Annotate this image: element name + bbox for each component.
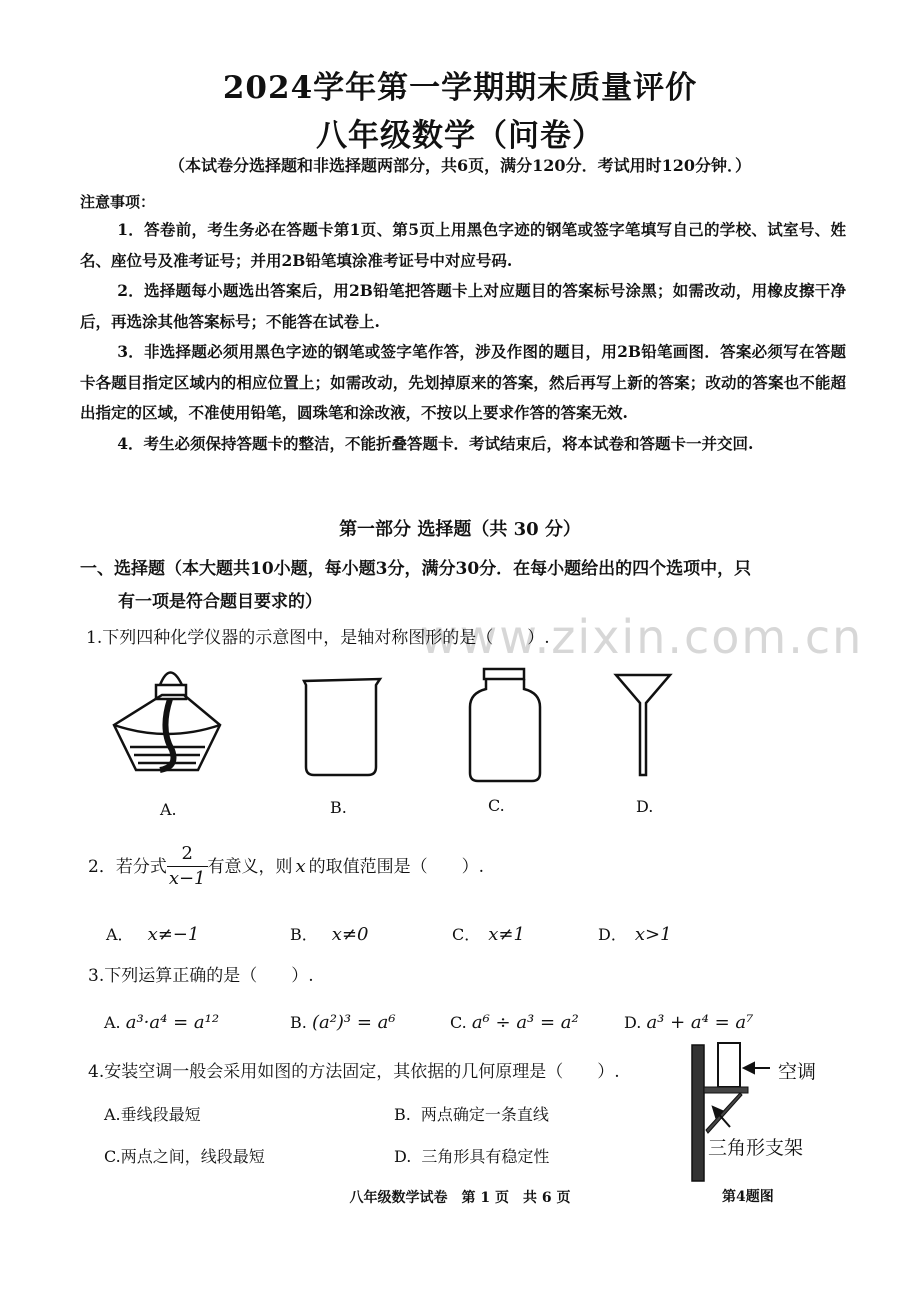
q4-option-d: D. 三角形具有稳定性 [394,1147,550,1166]
beaker-icon [304,679,380,775]
funnel-icon [616,675,670,775]
q1-figures [100,655,860,785]
q3-option-c: C. a⁶ ÷ a³ = a² [450,1012,579,1033]
q2-prefix: 2．若分式 [88,856,167,877]
q2-middle: 有意义，则 [207,856,293,877]
section-instr-line1: 一、选择题（本大题共10小题，每小题3分，满分30分．在每小题给出的四个选项中，只 [80,559,752,579]
q1-option-a: A. [160,800,177,819]
triangle-bracket-icon [704,1087,748,1133]
q2-numerator: 2 [181,843,193,864]
q3-option-b: B. (a²)³ = a⁶ [290,1012,396,1033]
section-title: 第一部分 选择题（共 30 分） [339,519,581,540]
q2-option-b: B． x≠0 [290,924,369,945]
q2-fraction [167,842,208,891]
q2-denominator: x−1 [168,868,206,889]
q2-option-c: C． x≠1 [452,924,525,945]
air-conditioner-icon [718,1043,740,1087]
jar-icon [470,669,540,781]
exam-title-line1: 2024学年第一学期期末质量评价 [222,70,698,106]
watermark: www.zixin.com.cn [420,610,864,664]
exam-title-line2: 八年级数学（问卷） [316,118,604,154]
q2-option-a: A． x≠−1 [106,924,200,945]
page-footer: 八年级数学试卷 第 1 页 共 6 页 [349,1190,571,1206]
figure-4-caption: 第4题图 [722,1189,774,1205]
bracket-label: 三角形支架 [708,1137,804,1159]
question-4-text: 4.安装空调一般会采用如图的方法固定，其依据的几何原理是（ ）. [88,1062,620,1082]
note-item-4: 4．考生必须保持答题卡的整洁，不能折叠答题卡．考试结束后，将本试卷和答题卡一并交回. [117,433,754,453]
q4-option-b: B. 两点确定一条直线 [394,1105,549,1124]
alcohol-lamp-icon [114,673,220,771]
q2-option-d: D． x>1 [598,924,672,945]
q4-option-a: A.垂线段最短 [104,1105,201,1124]
notes-list [80,215,846,459]
q2-variable: x [295,855,306,877]
notes-label: 注意事项： [80,193,156,211]
q1-option-b: B. [330,798,347,817]
q1-option-c: C. [488,796,505,815]
ac-label: 空调 [778,1061,817,1083]
exam-subtitle: （本试卷分选择题和非选择题两部分，共6页，满分120分．考试用时120分钟．） [169,156,751,175]
q4-option-c: C.两点之间，线段最短 [104,1147,265,1166]
q1-option-d: D. [636,797,654,816]
question-3-text: 3.下列运算正确的是（ ）. [88,966,314,986]
question-1-text: 1.下列四种化学仪器的示意图中，是轴对称图形的是（ ）. [86,628,550,648]
q3-option-d: D. a³ + a⁴ = a⁷ [624,1012,754,1033]
note-item-2: 2．选择题每小题选出答案后，用2B铅笔把答题卡上对应题目的答案标号涂黑；如需改动，用橡皮擦干净后，再选涂其他答案标号；不能答在试卷上. [80,281,846,331]
section-instr-line2: 有一项是符合题目要求的） [118,592,322,612]
note-item-1: 1．答卷前，考生务必在答题卡第1页、第5页上用黑色字迹的钢笔或签字笔填写自己的学校、试室号、姓名、座位号及准考证号；并用2B铅笔填涂准考证号中对应号码. [80,220,846,270]
q3-option-a: A. a³·a⁴ = a¹² [104,1012,220,1033]
wall-icon [692,1045,704,1181]
question-2-text [88,842,484,891]
q2-suffix: 的取值范围是（ ）. [308,856,485,877]
note-item-3: 3．非选择题必须用黑色字迹的钢笔或签字笔作答，涉及作图的题目，用2B铅笔画图．答案必须写在答题卡各题目指定区域内的相应位置上；如需改动，先划掉原来的答案，然后再写上新的答案；改动的答案也不能超出指定的区域，不准使用铅笔，圆珠笔和涂改液，不按以上要求作答的答案无效. [80,342,846,422]
